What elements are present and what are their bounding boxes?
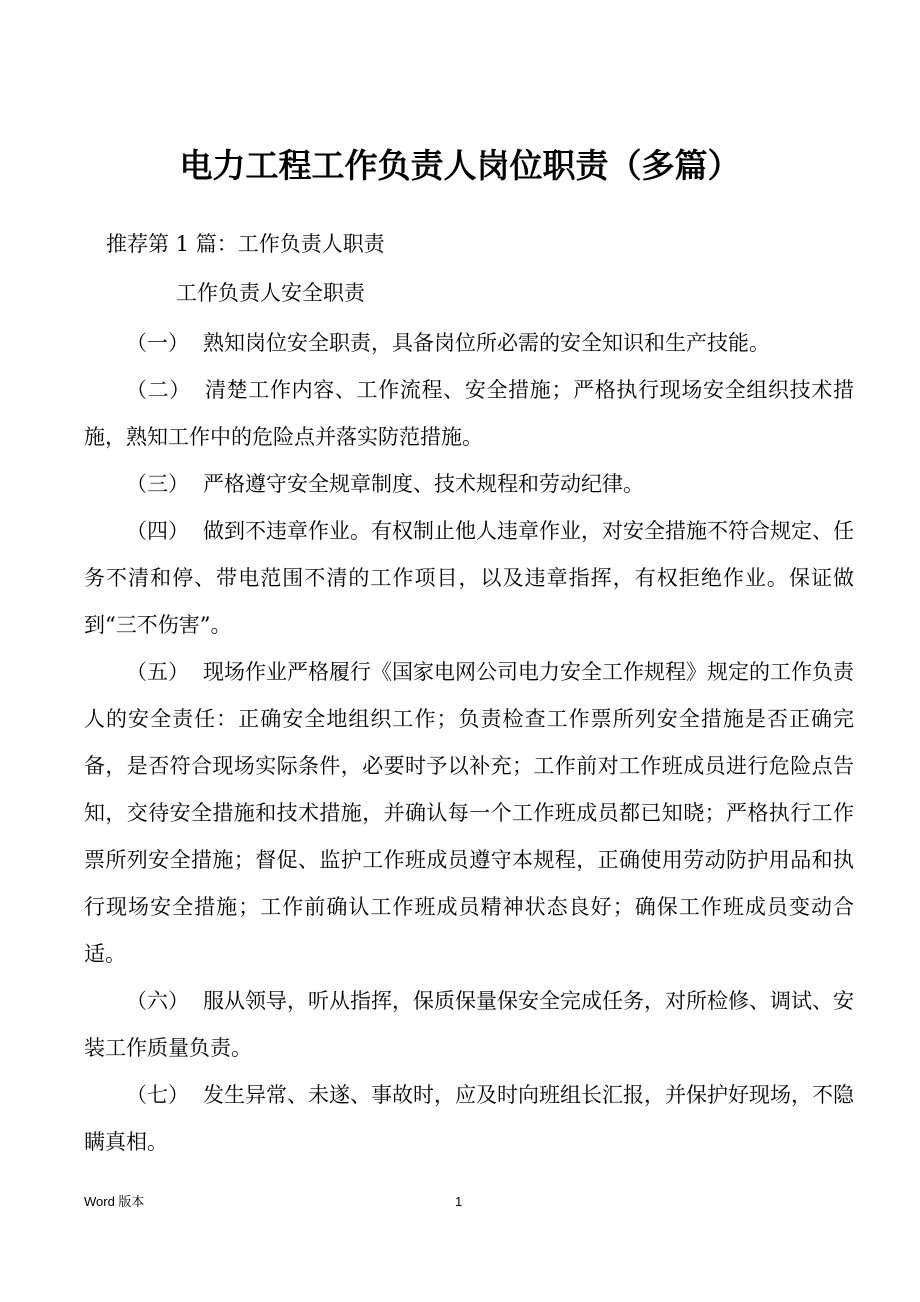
- footer-label: Word 版本: [84, 1194, 145, 1209]
- paragraph: [84, 978, 854, 1072]
- paragraph: [84, 1072, 854, 1166]
- paragraph-text: 做到不违章作业。有权制止他人违章作业，对安全措施不符合规定、任务不清和停、带电范围不清的工作项目，以及违章指挥，有权拒绝作业。保证做到“三不伤害”。: [84, 519, 854, 637]
- footer-page-number: 1: [455, 1194, 463, 1209]
- paragraph-number: （五）: [126, 660, 189, 684]
- paragraph-text: 服从领导，听从指挥，保质保量保安全完成任务，对所检修、调试、安装工作质量负责。: [84, 989, 854, 1060]
- paragraph-text: 发生异常、未遂、事故时，应及时向班组长汇报，并保护好现场，不隐瞒真相。: [84, 1083, 854, 1154]
- paragraph: [84, 320, 854, 367]
- document-title: 电力工程工作负责人岗位职责（多篇）: [179, 146, 741, 185]
- paragraph: [84, 508, 854, 649]
- section-heading: 工作负责人安全职责: [176, 281, 365, 305]
- paragraph-number: （七）: [126, 1083, 189, 1107]
- paragraph-number: （四）: [126, 519, 189, 543]
- paragraph-text: 熟知岗位安全职责，具备岗位所必需的安全知识和生产技能。: [203, 331, 770, 355]
- paragraph-text: 严格遵守安全规章制度、技术规程和劳动纪律。: [203, 472, 644, 496]
- paragraph-number: （二）: [126, 378, 191, 402]
- document-body: [84, 320, 854, 1166]
- paragraph-number: （一）: [126, 331, 189, 355]
- paragraph-text: 现场作业严格履行《国家电网公司电力安全工作规程》规定的工作负责人的安全责任：正确安全地组织工作；负责检查工作票所列安全措施是否正确完备，是否符合现场实际条件，必要时予以补充；工作前对工作班成员进行危险点告知，交待安全措施和技术措施，并确认每一个工作班成员都已知晓；严格执行工作票所列安全措施；督促、监护工作班成员遵守本规程，正确使用劳动防护用品和执行现场安全措施；工作前确认工作班成员精神状态良好；确保工作班成员变动合适。: [84, 660, 854, 966]
- paragraph-number: （六）: [126, 989, 189, 1013]
- paragraph-text: 清楚工作内容、工作流程、安全措施；严格执行现场安全组织技术措施，熟知工作中的危险点并落实防范措施。: [84, 378, 854, 449]
- recommend-line: 推荐第 1 篇：工作负责人职责: [106, 232, 385, 256]
- paragraph: [84, 367, 854, 461]
- paragraph-number: （三）: [126, 472, 189, 496]
- paragraph: [84, 649, 854, 978]
- paragraph: [84, 461, 854, 508]
